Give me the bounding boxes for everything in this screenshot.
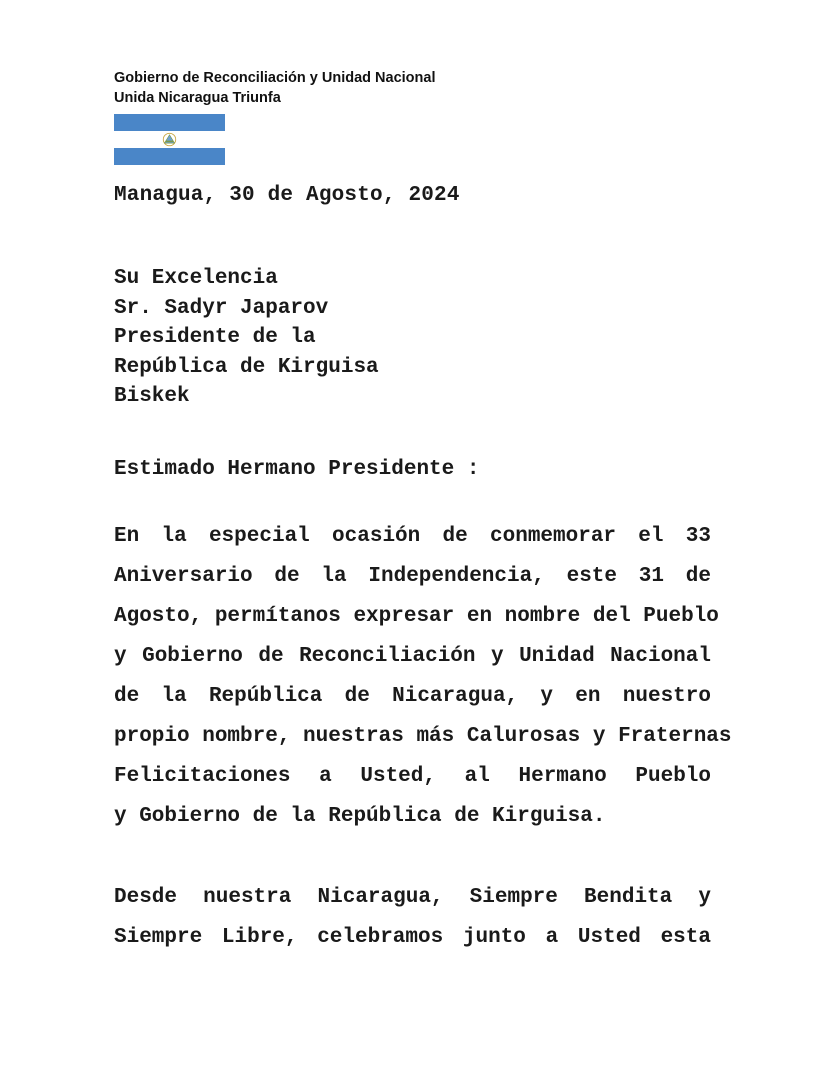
letterhead-slogan: Unida Nicaragua Triunfa bbox=[114, 90, 281, 106]
paragraph-line: Felicitaciones a Usted, al Hermano Pueblo bbox=[114, 765, 711, 788]
paragraph-line: Siempre Libre, celebramos junto a Usted esta bbox=[114, 926, 711, 949]
body-paragraph-1 bbox=[114, 517, 732, 837]
paragraph-line: Desde nuestra Nicaragua, Siempre Bendita y bbox=[114, 886, 711, 909]
paragraph-line: En la especial ocasión de conmemorar el 33 bbox=[114, 525, 711, 548]
letter-date: Managua, 30 de Agosto, 2024 bbox=[114, 184, 460, 207]
paragraph-line: y Gobierno de la República de Kirguisa. bbox=[114, 805, 606, 828]
paragraph-line: y Gobierno de Reconciliación y Unidad Nacional bbox=[114, 645, 711, 668]
salutation: Estimado Hermano Presidente : bbox=[114, 458, 480, 481]
recipient-name: Sr. Sadyr Japarov bbox=[114, 296, 329, 320]
paragraph-line: Aniversario de la Independencia, este 31 de bbox=[114, 565, 711, 588]
recipient-honorific: Su Excelencia bbox=[114, 267, 278, 290]
paragraph-line: Agosto, permítanos expresar en nombre del Pueblo bbox=[114, 605, 719, 628]
paragraph-line: propio nombre, nuestras más Calurosas y Fraternas bbox=[114, 725, 732, 748]
body-paragraph-2 bbox=[114, 878, 711, 958]
paragraph-line: de la República de Nicaragua, y en nuestro bbox=[114, 685, 711, 708]
recipient-address bbox=[114, 264, 379, 412]
recipient-country: República de Kirguisa bbox=[114, 355, 379, 379]
letterhead-government-name: Gobierno de Reconciliación y Unidad Nacional bbox=[114, 70, 436, 86]
nicaragua-flag bbox=[114, 114, 225, 165]
recipient-city: Biskek bbox=[114, 385, 190, 409]
recipient-title: Presidente de la bbox=[114, 326, 316, 350]
letterhead bbox=[114, 68, 435, 108]
